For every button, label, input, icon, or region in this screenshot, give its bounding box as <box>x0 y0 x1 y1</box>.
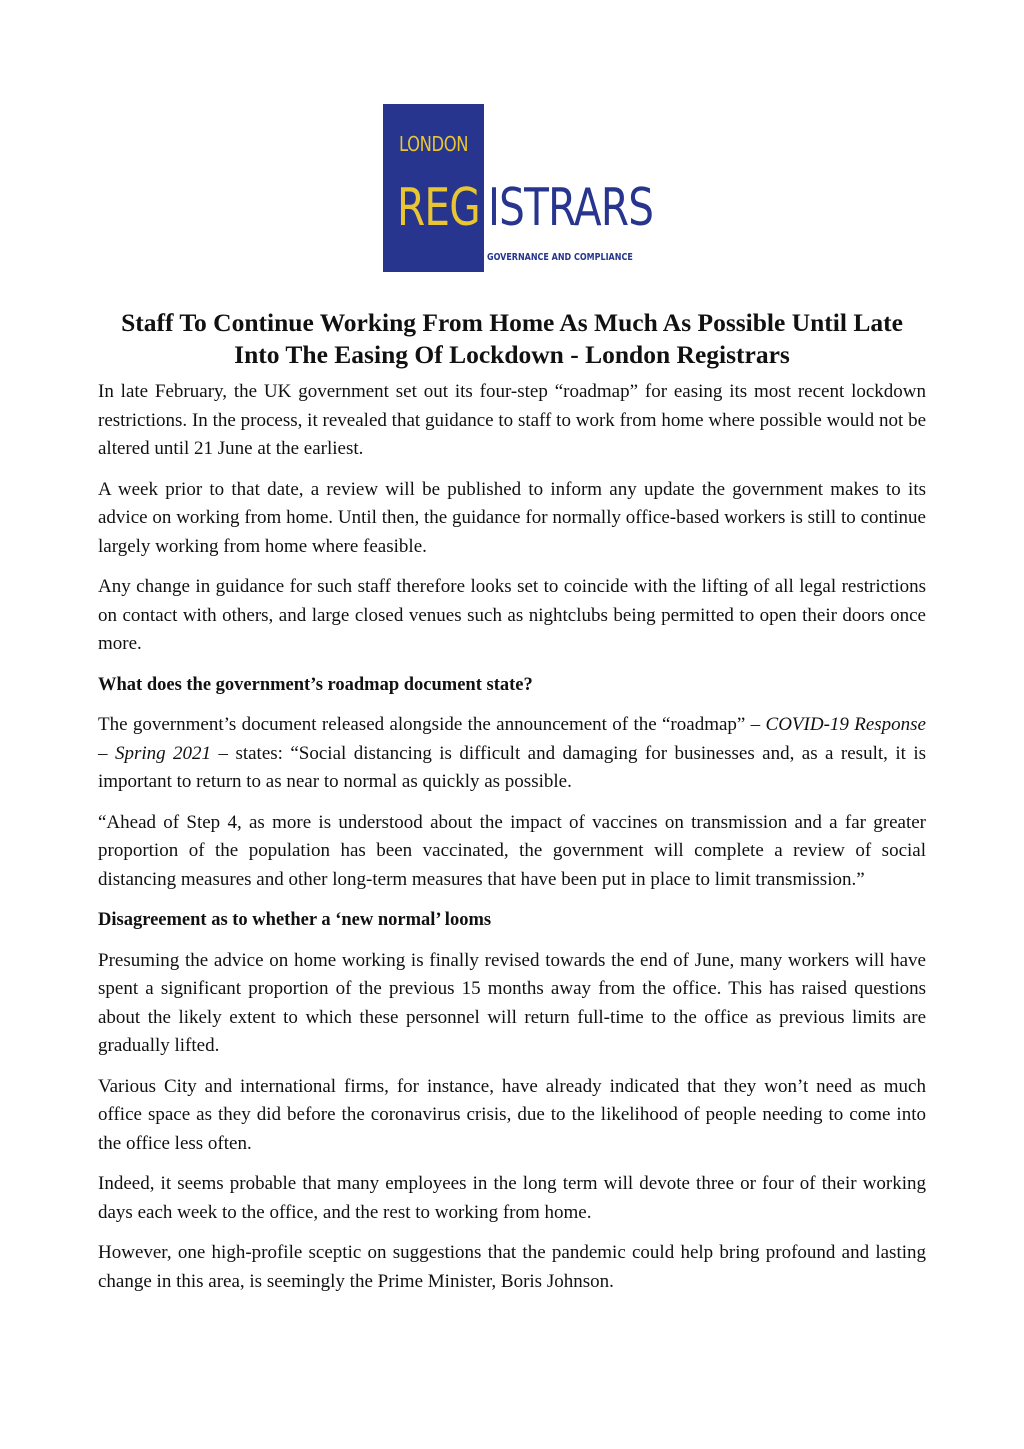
paragraph-roadmap-document <box>98 711 926 797</box>
logo-london-text: LONDON <box>399 132 469 156</box>
document-title-italic: COVID-19 Response – Spring 2021 <box>98 714 926 764</box>
paragraph-intro: In late February, the UK government set out its four-step “roadmap” for easing its most recent lockdown restrictions. In the process, it revealed that guidance to staff to work from home where possible would not be altered until 21 June at the earliest. <box>98 381 926 459</box>
roadmap-text-start: The government’s document released alongside the announcement of the “roadmap” – <box>98 714 766 735</box>
paragraph-guidance-change: Any change in guidance for such staff therefore looks set to coincide with the lifting of all legal restrictions on contact with others, and large closed venues such as nightclubs being permitted to open their doors once more. <box>98 576 926 654</box>
roadmap-text-end: – states: “Social distancing is difficult and damaging for businesses and, as a result, it is important to return to as near to normal as quickly as possible. <box>98 742 926 792</box>
logo-istrars-text: ISTRARS <box>488 178 654 238</box>
logo-tagline: GOVERNANCE AND COMPLIANCE <box>487 252 633 263</box>
paragraph-prime-minister: However, one high-profile sceptic on suggestions that the pandemic could help bring profound and lasting change in this area, is seemingly the Prime Minister, Boris Johnson. <box>98 1242 926 1292</box>
paragraph-home-working: Presuming the advice on home working is finally revised towards the end of June, many workers will have spent a significant proportion of the previous 15 months away from the office. This has raised questions about the likely extent to which these personnel will return full-time to the office as previous limits are gradually lifted. <box>98 949 926 1056</box>
logo-reg-text: REG <box>397 178 480 238</box>
paragraph-employees: Indeed, it seems probable that many employees in the long term will devote three or four of their working days each week to the office, and the rest to working from home. <box>98 1173 926 1223</box>
section-heading-new-normal: Disagreement as to whether a ‘new normal’ looms <box>98 910 492 930</box>
paragraph-review: A week prior to that date, a review will be published to inform any update the government makes to its advice on working from home. Until then, the guidance for normally office-based workers is still to continue largely working from home where feasible. <box>98 478 926 557</box>
paragraph-step4-quote: “Ahead of Step 4, as more is understood about the impact of vaccines on transmission and a far greater proportion of the population has been vaccinated, the government will complete a review of social distancing measures and other long-term measures that have been put in place to limit transmission.” <box>98 811 926 890</box>
london-registrars-logo <box>383 104 654 272</box>
page-title: Staff To Continue Working From Home As Much As Possible Until Late Into The Easing Of Lockdown - London Registrars <box>121 308 903 369</box>
section-heading-roadmap: What does the government’s roadmap document state? <box>98 674 533 695</box>
article-body <box>98 378 926 1308</box>
paragraph-city-firms: Various City and international firms, for instance, have already indicated that they won’t need as much office space as they did before the coronavirus crisis, due to the likelihood of people needing to come into the office less often. <box>98 1075 926 1154</box>
